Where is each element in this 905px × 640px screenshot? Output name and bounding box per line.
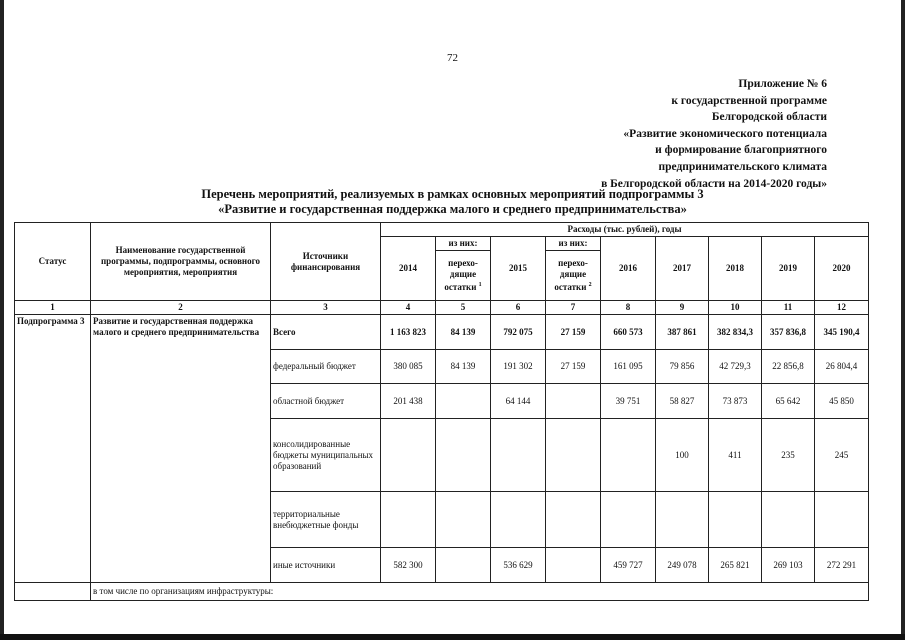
value-cell: [601, 419, 656, 492]
appendix-line: Приложение № 6: [738, 78, 827, 90]
value-cell: 42 729,3: [709, 350, 762, 384]
column-number: 5: [436, 301, 491, 315]
value-cell: [436, 419, 491, 492]
value-cell: [546, 384, 601, 419]
value-cell: 245: [815, 419, 869, 492]
value-cell: [491, 492, 546, 548]
value-cell: 792 075: [491, 315, 546, 350]
value-cell: 79 856: [656, 350, 709, 384]
value-cell: 84 139: [436, 350, 491, 384]
value-cell: 249 078: [656, 548, 709, 583]
value-cell: [762, 492, 815, 548]
header-of-them-2: из них:: [546, 237, 601, 251]
title-line-1: Перечень мероприятий, реализуемых в рамках основных мероприятий подпрограммы 3: [201, 187, 704, 201]
source-cell: иные источники: [271, 548, 381, 583]
column-number: 12: [815, 301, 869, 315]
value-cell: 58 827: [656, 384, 709, 419]
source-cell: федеральный бюджет: [271, 350, 381, 384]
value-cell: 64 144: [491, 384, 546, 419]
header-expenses: Расходы (тыс. рублей), годы: [381, 223, 869, 237]
column-number: 4: [381, 301, 436, 315]
value-cell: 84 139: [436, 315, 491, 350]
appendix-line: «Развитие экономического потенциала: [623, 127, 827, 140]
header-carryover-2: перехо-дящие остатки $^2$: [546, 251, 601, 301]
value-cell: 39 751: [601, 384, 656, 419]
value-cell: 345 190,4: [815, 315, 869, 350]
value-cell: 269 103: [762, 548, 815, 583]
header-2020: 2020: [815, 237, 869, 301]
column-number: 1: [15, 301, 91, 315]
value-cell: 387 861: [656, 315, 709, 350]
value-cell: [381, 419, 436, 492]
table-row-total: [15, 315, 869, 350]
document-title: [0, 187, 905, 217]
appendix-line: Белгородской области: [711, 111, 827, 124]
value-cell: [815, 492, 869, 548]
value-cell: [436, 548, 491, 583]
column-number: 2: [91, 301, 271, 315]
value-cell: 73 873: [709, 384, 762, 419]
value-cell: 201 438: [381, 384, 436, 419]
column-number: 10: [709, 301, 762, 315]
appendix-line: к государственной программе: [671, 94, 827, 107]
column-number: 8: [601, 301, 656, 315]
value-cell: 235: [762, 419, 815, 492]
column-number: 6: [491, 301, 546, 315]
appendix-line: и формирование благоприятного: [655, 144, 827, 157]
value-cell: [546, 492, 601, 548]
value-cell: [656, 492, 709, 548]
header-sources: Источники финансирования: [271, 223, 381, 301]
header-row-1: [15, 223, 869, 237]
column-number: 9: [656, 301, 709, 315]
value-cell: 582 300: [381, 548, 436, 583]
header-name: Наименование государственной программы, подпрограммы, основного мероприятия, мероприятия: [91, 223, 271, 301]
value-cell: [436, 384, 491, 419]
column-number-row: [15, 301, 869, 315]
appendix-line: в Белгородской области на 2014-2020 годы»: [601, 177, 827, 190]
infrastructure-note: в том числе по организациям инфраструктуры:: [91, 583, 869, 601]
value-cell: 357 836,8: [762, 315, 815, 350]
value-cell: [546, 548, 601, 583]
header-status: Статус: [15, 223, 91, 301]
column-number: 7: [546, 301, 601, 315]
header-2017: 2017: [656, 237, 709, 301]
value-cell: 411: [709, 419, 762, 492]
value-cell: 536 629: [491, 548, 546, 583]
value-cell: 272 291: [815, 548, 869, 583]
value-cell: [601, 492, 656, 548]
value-cell: [546, 419, 601, 492]
scan-edge-left: [0, 0, 4, 640]
expenses-table: [14, 222, 869, 601]
value-cell: 22 856,8: [762, 350, 815, 384]
value-cell: 45 850: [815, 384, 869, 419]
value-cell: 1 163 823: [381, 315, 436, 350]
value-cell: 380 085: [381, 350, 436, 384]
column-number: 3: [271, 301, 381, 315]
value-cell: [709, 492, 762, 548]
appendix-line: предпринимательского климата: [658, 160, 827, 173]
source-cell: консолидированные бюджеты муниципальных образований: [271, 419, 381, 492]
header-of-them-1: из них:: [436, 237, 491, 251]
value-cell: [491, 419, 546, 492]
column-number: 11: [762, 301, 815, 315]
scan-edge-right: [901, 0, 905, 640]
header-2014: 2014: [381, 237, 436, 301]
value-cell: 100: [656, 419, 709, 492]
header-carryover-1: перехо-дящие остатки $^1$: [436, 251, 491, 301]
value-cell: 265 821: [709, 548, 762, 583]
value-cell: 26 804,4: [815, 350, 869, 384]
title-line-2: «Развитие и государственная поддержка малого и среднего предпринимательства»: [218, 202, 687, 216]
value-cell: 65 642: [762, 384, 815, 419]
value-cell: 660 573: [601, 315, 656, 350]
appendix-header: [497, 76, 827, 192]
header-2018: 2018: [709, 237, 762, 301]
header-2019: 2019: [762, 237, 815, 301]
source-cell: Всего: [271, 315, 381, 350]
value-cell: 382 834,3: [709, 315, 762, 350]
status-cell: Подпрограмма 3: [15, 315, 91, 583]
header-2015: 2015: [491, 237, 546, 301]
value-cell: 459 727: [601, 548, 656, 583]
value-cell: 191 302: [491, 350, 546, 384]
table-row-infrastructure: [15, 583, 869, 601]
value-cell: 27 159: [546, 350, 601, 384]
header-2016: 2016: [601, 237, 656, 301]
empty-cell: [15, 583, 91, 601]
source-cell: территориальные внебюджетные фонды: [271, 492, 381, 548]
page-number: 72: [447, 52, 458, 64]
value-cell: [436, 492, 491, 548]
value-cell: 27 159: [546, 315, 601, 350]
source-cell: областной бюджет: [271, 384, 381, 419]
subprogram-name-cell: Развитие и государственная поддержка малого и среднего предпринимательства: [91, 315, 271, 583]
value-cell: 161 095: [601, 350, 656, 384]
scan-bottom-edge: [0, 634, 905, 640]
value-cell: [381, 492, 436, 548]
